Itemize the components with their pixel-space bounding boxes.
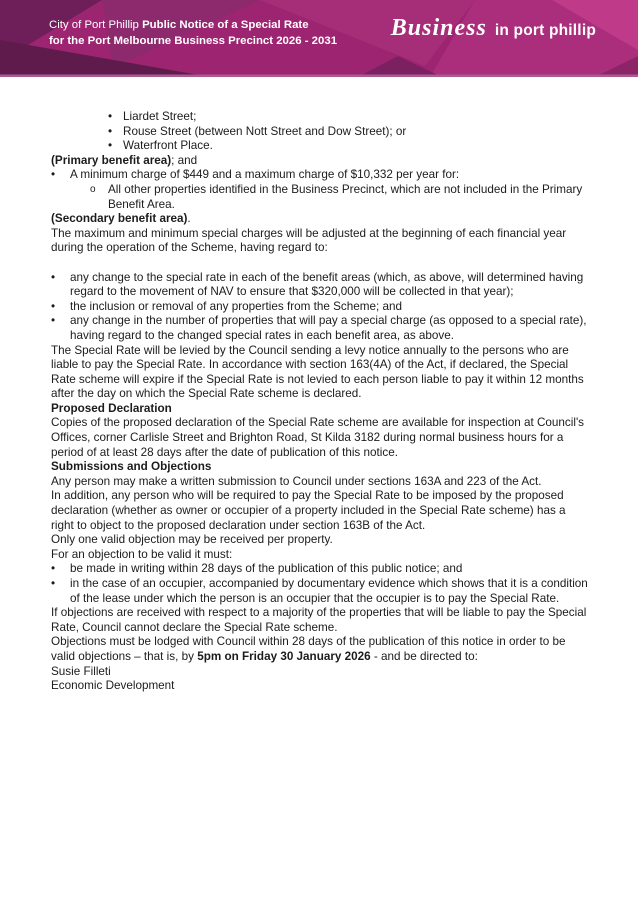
bullet-icon: • — [51, 168, 56, 182]
bullet-icon: • — [51, 314, 56, 328]
bullet-icon: • — [51, 562, 56, 576]
para-adjustment: The maximum and minimum special charges will be adjusted at the beginning of each financial year during the operation of the Scheme, having regard to: — [51, 226, 567, 255]
list-item-text: Waterfront Place. — [123, 139, 213, 153]
list-item — [51, 271, 591, 300]
logo-script-icon: Business — [390, 15, 487, 41]
para-addition: In addition, any person who will be required to pay the Special Rate to be imposed by the proposed declaration (whether as owner or occupier of a property included in the Special Rate scheme) has a right to object to the proposed declaration under section 163B of the Act. — [51, 489, 566, 532]
list-item-text: the inclusion or removal of any properties from the Scheme; and — [70, 299, 402, 313]
secondary-benefit-line: (Secondary benefit area). — [51, 212, 191, 226]
header-title — [49, 17, 337, 49]
list-item — [108, 110, 591, 125]
para-deadline: Objections must be lodged with Council within 28 days of the publication of this notice in order to be valid objections – that is, by 5pm on Friday 30 January 2026 - and be directed to: — [51, 635, 566, 663]
deadline-date: 5pm on Friday 30 January 2026 — [197, 649, 371, 663]
adjustment-list — [51, 271, 591, 344]
circle-bullet-icon: o — [90, 183, 96, 195]
all-other-properties-item — [90, 183, 591, 212]
para-majority: If objections are received with respect to a majority of the properties that will be liable to pay the Special Rate, Council cannot declare the Special Rate scheme. — [51, 606, 587, 634]
list-item — [108, 125, 591, 140]
primary-benefit-line: (Primary benefit area); and — [51, 153, 198, 167]
para-submissions: Any person may make a written submission to Council under sections 163A and 223 of the Act. — [51, 474, 542, 488]
heading-proposed-declaration: Proposed Declaration — [51, 401, 172, 415]
para-levy: The Special Rate will be levied by the Council sending a levy notice annually to the persons who are liable to pay the Special Rate. In accordance with section 163(4A) of the Act, if declared, the Special Rate scheme will expire if the Special Rate is not levied to each person liable to pay it within 12 months after the day on which the Special Rate scheme is declared. — [51, 343, 584, 401]
bullet-icon: • — [108, 110, 113, 123]
header-banner — [0, 0, 638, 77]
para-proposed-declaration: Copies of the proposed declaration of the Special Rate scheme are available for inspection at Council's Offices, corner Carlisle Street and Brighton Road, St Kilda 3182 during normal business hours for a period of at least 28 days after the date of publication of this notice. — [51, 416, 585, 459]
logo-wordmark: in port phillip — [494, 22, 596, 39]
list-item-text: A minimum charge of $449 and a maximum charge of $10,332 per year for: — [70, 168, 460, 182]
bullet-icon: • — [51, 299, 56, 313]
list-item-text: All other properties identified in the Business Precinct, which are not included in the Primary Benefit Area. — [108, 182, 583, 211]
list-item-text: Liardet Street; — [123, 110, 197, 123]
signoff-department: Economic Development — [51, 679, 175, 693]
para-only-one: Only one valid objection may be received per property. — [51, 533, 333, 547]
list-item-text: Rouse Street (between Nott Street and Dow Street); or — [123, 124, 407, 138]
street-list — [51, 110, 591, 154]
list-item-text: in the case of an occupier, accompanied by documentary evidence which shows that it is a condition of the lease under which the person is an occupier that the occupier is to pay the Special Rate. — [70, 577, 588, 605]
title-line-2: for the Port Melbourne Business Precinct 2026 - 2031 — [49, 35, 338, 47]
list-item-text: any change in the number of properties that will pay a special charge (as opposed to a special rate), having regard to the changed special rates in each benefit area, as above. — [70, 314, 587, 342]
list-item — [51, 300, 591, 315]
bullet-icon: • — [108, 139, 113, 153]
notice-content — [0, 77, 638, 694]
min-max-charge-item — [51, 168, 591, 183]
list-item — [108, 139, 591, 154]
bullet-icon: • — [51, 270, 56, 284]
bullet-icon: • — [108, 124, 113, 138]
list-item-text: be made in writing within 28 days of the publication of this public notice; and — [70, 562, 463, 576]
brand-logo — [390, 15, 596, 41]
para-objection-intro: For an objection to be valid it must: — [51, 547, 233, 561]
list-item — [51, 577, 591, 606]
signoff-name: Susie Filleti — [51, 664, 111, 678]
list-item-text: any change to the special rate in each of the benefit areas (which, as above, will determined having regard to the movement of NAV to ensure that $320,000 will be collected in that year); — [70, 270, 584, 299]
list-item — [51, 314, 591, 343]
bullet-icon: • — [51, 577, 56, 590]
title-line-1: City of Port Phillip Public Notice of a Special Rate — [49, 19, 309, 31]
objection-requirements-list — [51, 562, 591, 606]
heading-submissions-objections: Submissions and Objections — [51, 460, 212, 474]
list-item — [51, 562, 591, 577]
